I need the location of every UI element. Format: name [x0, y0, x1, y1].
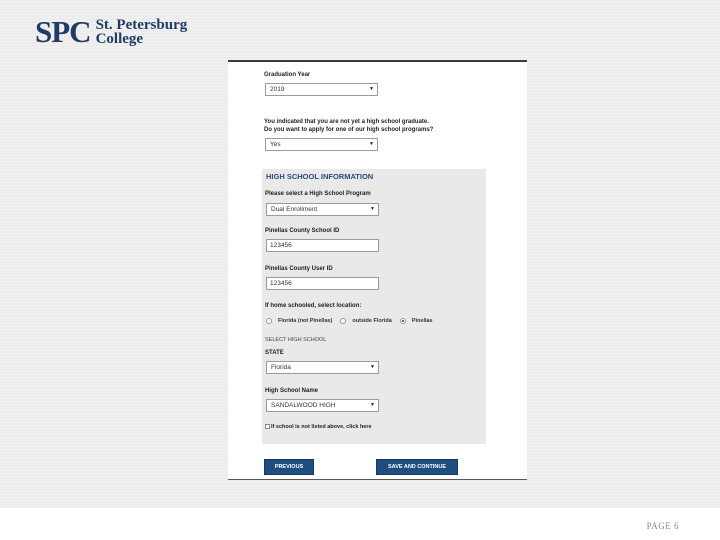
- user-id-label: Pinellas County User ID: [265, 266, 333, 272]
- application-form-panel: [228, 60, 527, 480]
- chevron-down-icon: ▼: [369, 86, 374, 92]
- program-label: Please select a High School Program: [265, 191, 371, 197]
- logo-line-1: St. Petersburg: [95, 17, 188, 33]
- school-id-input[interactable]: 123456: [266, 239, 379, 252]
- home-schooled-label: If home schooled, select location:: [265, 303, 362, 309]
- user-id-input[interactable]: 123456: [266, 277, 379, 290]
- select-high-school-heading: SELECT HIGH SCHOOL: [265, 337, 327, 343]
- home-schooled-radio-group: [266, 318, 441, 324]
- previous-button[interactable]: PREVIOUS: [264, 459, 314, 475]
- radio-label-florida-not-pinellas: Florida (not Pinellas): [278, 318, 333, 324]
- logo-mark: SPC: [35, 14, 91, 49]
- school-not-listed-link[interactable]: If school is not listed above, click here: [271, 424, 372, 430]
- logo-wordmark: [96, 18, 188, 46]
- page-number: PAGE 6: [646, 521, 679, 531]
- footer-band: [0, 508, 720, 540]
- chevron-down-icon: ▼: [370, 206, 375, 212]
- radio-pinellas[interactable]: [400, 318, 406, 324]
- program-value: Dual Enrollment: [271, 206, 318, 213]
- chevron-down-icon: ▼: [370, 364, 375, 370]
- graduation-year-value: 2019: [270, 86, 285, 93]
- not-graduate-question-line-2: Do you want to apply for one of our high school programs?: [264, 127, 434, 133]
- state-select[interactable]: [266, 361, 379, 374]
- school-name-value: SANDALWOOD HIGH: [271, 402, 336, 409]
- graduation-year-select[interactable]: [265, 83, 378, 96]
- apply-program-value: Yes: [270, 141, 281, 148]
- state-value: Florida: [271, 364, 291, 371]
- radio-florida-not-pinellas[interactable]: [266, 318, 272, 324]
- chevron-down-icon: ▼: [370, 402, 375, 408]
- save-and-continue-button[interactable]: SAVE AND CONTINUE: [376, 459, 458, 475]
- radio-outside-florida[interactable]: [340, 318, 346, 324]
- school-not-listed-row[interactable]: [265, 423, 372, 431]
- high-school-info-title: HIGH SCHOOL INFORMATION: [266, 172, 374, 181]
- chevron-down-icon: ▼: [369, 141, 374, 147]
- graduation-year-label: Graduation Year: [264, 72, 311, 78]
- school-name-select[interactable]: [266, 399, 379, 412]
- radio-label-outside-florida: outside Florida: [352, 318, 392, 324]
- program-select[interactable]: [266, 203, 379, 216]
- school-not-listed-checkbox[interactable]: [265, 424, 270, 429]
- school-id-label: Pinellas County School ID: [265, 228, 340, 234]
- spc-logo: [35, 16, 187, 48]
- radio-label-pinellas: Pinellas: [411, 318, 433, 324]
- school-name-label: High School Name: [265, 388, 319, 394]
- apply-program-select[interactable]: [265, 138, 378, 151]
- not-graduate-question-line-1: You indicated that you are not yet a high school graduate.: [264, 119, 429, 125]
- state-label: STATE: [265, 350, 284, 356]
- logo-line-2: College: [95, 31, 144, 47]
